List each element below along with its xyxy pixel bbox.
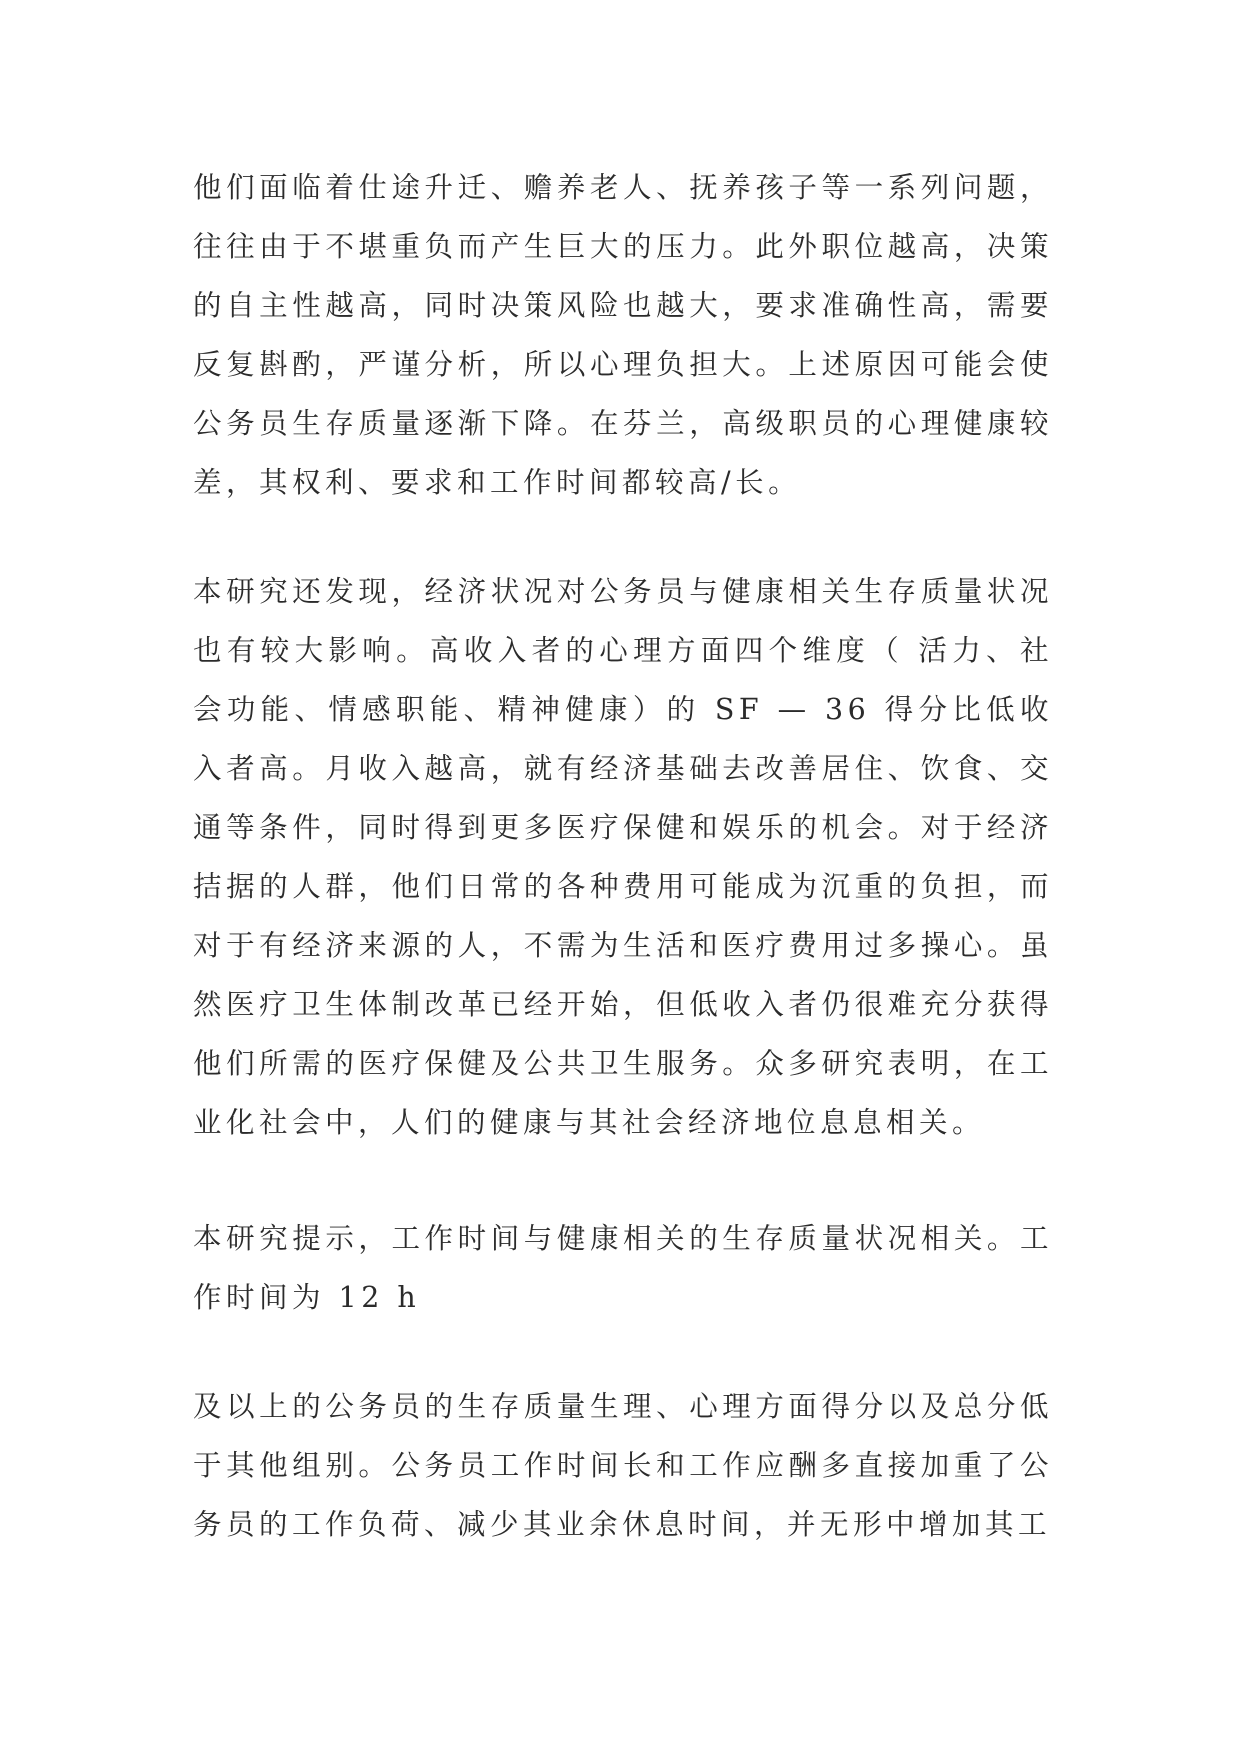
paragraph-working-hours: 本研究提示，工作时间与健康相关的生存质量状况相关。工作时间为 12 h [193,1222,1053,1314]
paragraph-stress-factors: 他们面临着仕途升迁、赡养老人、抚养孩子等一系列问题，往往由于不堪重负而产生巨大的压力。此外职位越高，决策的自主性越高，同时决策风险也越大，要求准确性高，需要反复斟酌，严谨分析，所以心理负担大。上述原因可能会使公务员生存质量逐渐下降。在芬兰，高级职员的心理健康较差，其权利、要求和工作时间都较高/长。 [193,171,1053,499]
paragraph-economic-status: 本研究还发现，经济状况对公务员与健康相关生存质量状况也有较大影响。高收入者的心理方面四个维度（ 活力、社会功能、情感职能、精神健康）的 SF — 36 得分比低收入者高。月收入越高，就有经济基础去改善居住、饮食、交通等条件，同时得到更多医疗保健和娱乐的机会。对于经济拮据的人群，他们日常的各种费用可能成为沉重的负担，而对于有经济来源的人，不需为生活和医疗费用过多操心。虽然医疗卫生体制改革已经开始，但低收入者仍很难充分获得他们所需的医疗保健及公共卫生服务。众多研究表明，在工业化社会中，人们的健康与其社会经济地位息息相关。 [193,575,1053,1139]
paragraph-working-hours-continued: 及以上的公务员的生存质量生理、心理方面得分以及总分低于其他组别。公务员工作时间长和工作应酬多直接加重了公务员的工作负荷、减少其业余休息时间，并无形中增加其工 [193,1390,1053,1541]
